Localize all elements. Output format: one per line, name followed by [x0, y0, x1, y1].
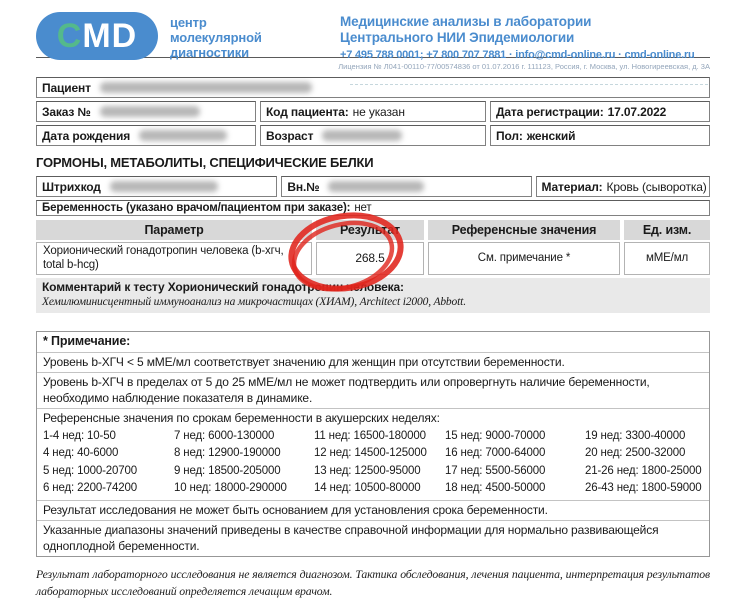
- ref-range: 5 нед: 1000-20700: [43, 464, 138, 477]
- registration-date-box: [490, 101, 710, 122]
- age-box: [260, 125, 486, 146]
- ref-range: 6 нед: 2200-74200: [43, 482, 138, 494]
- order-number-box: [36, 101, 256, 122]
- patient-name-row: [36, 77, 710, 98]
- order-row: [36, 101, 710, 122]
- note-title: * Примечание:: [43, 334, 131, 348]
- material-value: Кровь (сыворотка): [606, 179, 707, 194]
- organization-block: [340, 12, 710, 63]
- section-title: ГОРМОНЫ, МЕТАБОЛИТЫ, СПЕЦИФИЧЕСКИЕ БЕЛКИ: [36, 155, 374, 170]
- test-comment-block: [36, 278, 710, 313]
- reference-ranges-grid: [43, 428, 703, 498]
- reference-ranges-title: Референсные значения по срокам беременности в акушерских неделях:: [43, 411, 440, 425]
- ref-range: 17 нед: 5500-56000: [445, 464, 546, 477]
- ref-range: 10 нед: 18000-290000: [174, 482, 287, 494]
- redacted-internal-number: [328, 181, 424, 192]
- col-header-parameter: Параметр: [36, 220, 312, 240]
- ref-range: 8 нед: 12900-190000: [174, 447, 281, 459]
- result-row: [36, 242, 710, 275]
- ref-range: 1-4 нед: 10-50: [43, 429, 116, 442]
- ref-range: 4 нед: 40-6000: [43, 447, 119, 459]
- ref-range: 20 нед: 2500-32000: [585, 447, 686, 459]
- parameter-cell: Хорионический гонадотропин человека (b-хгч, total b-hcg): [36, 242, 312, 275]
- material-box: [536, 176, 710, 197]
- order-label: Заказ №: [42, 104, 91, 119]
- redacted-patient-name: [100, 82, 312, 93]
- org-contacts: +7 495 788 0001; +7 800 707 7881 · info@cmd-online.ru · cmd-online.ru: [340, 49, 695, 61]
- col-header-reference: Референсные значения: [428, 220, 620, 240]
- perforation-dashed-line: [350, 84, 708, 85]
- barcode-label: Штрихкод: [42, 179, 101, 194]
- note-line-4: Указанные диапазоны значений приведены в качестве справочной информации для нормально развивающейся одноплодной беременности.: [37, 520, 709, 556]
- pregnancy-box: [36, 200, 710, 216]
- ref-range: 18 нед: 4500-50000: [445, 482, 546, 494]
- org-name-line1: Медицинские анализы в лаборатории: [340, 14, 592, 29]
- sex-box: [490, 125, 710, 146]
- patient-name-box: [36, 77, 710, 98]
- note-line-1: Уровень b-ХГЧ < 5 мМЕ/мл соответствует значению для женщин при отсутствии беременности.: [37, 352, 709, 373]
- org-name-line2: Центрального НИИ Эпидемиологии: [340, 30, 575, 45]
- results-table-header: [36, 220, 710, 240]
- ref-range: 21-26 нед: 1800-25000: [585, 464, 702, 477]
- footer-disclaimer: Результат лабораторного исследования не является диагнозом. Тактика обследования, лечения пациента, интерпретация результатов лабораторных исследований определяется лечащим врачом.: [36, 567, 710, 598]
- ref-range: 9 нед: 18500-205000: [174, 464, 281, 477]
- reference-cell: См. примечание *: [428, 242, 620, 275]
- lab-report-page: [36, 0, 710, 599]
- internal-number-box: [281, 176, 531, 197]
- reference-ranges-section: [37, 408, 709, 500]
- birth-row: [36, 125, 710, 146]
- ref-range: 16 нед: 7000-64000: [445, 447, 546, 459]
- tagline-line: диагностики: [170, 45, 249, 60]
- ref-range: 15 нед: 9000-70000: [445, 429, 546, 442]
- redacted-barcode: [110, 181, 218, 192]
- report-header: [36, 0, 710, 61]
- note-box: [36, 331, 710, 557]
- patient-code-label: Код пациента:: [266, 104, 349, 119]
- sex-label: Пол:: [496, 128, 523, 143]
- ref-range: 12 нед: 14500-125000: [314, 447, 427, 459]
- birth-date-label: Дата рождения: [42, 128, 131, 143]
- age-label: Возраст: [266, 128, 314, 143]
- redacted-order-number: [100, 106, 200, 117]
- col-header-unit: Ед. изм.: [624, 220, 710, 240]
- registration-date-label: Дата регистрации:: [496, 104, 604, 119]
- sex-value: женский: [526, 128, 576, 143]
- tagline-line: молекулярной: [170, 30, 262, 45]
- pregnancy-row: [36, 200, 710, 216]
- redacted-age: [322, 130, 402, 141]
- barcode-box: [36, 176, 277, 197]
- unit-cell: мМЕ/мл: [624, 242, 710, 275]
- tagline-line: центр: [170, 15, 207, 30]
- comment-title: Комментарий к тесту Хорионический гонадотропин человека:: [42, 280, 404, 294]
- cmd-logo-text: CMD: [56, 17, 138, 55]
- note-line-2: Уровень b-ХГЧ в пределах от 5 до 25 мМЕ/мл не может подтвердить или опровергнуть наличие беременности, необходимо наблюдение показателя в динамике.: [37, 372, 709, 408]
- cmd-logo: [36, 12, 158, 60]
- col-header-result: Результат: [316, 220, 424, 240]
- patient-label: Пациент: [42, 80, 91, 95]
- birth-date-box: [36, 125, 256, 146]
- patient-code-value: не указан: [352, 104, 405, 119]
- ref-range: 14 нед: 10500-80000: [314, 482, 421, 494]
- registration-date-value: 17.07.2022: [607, 104, 667, 119]
- comment-method: Хемилюминисцентный иммуноанализ на микрочастицах (ХИАМ), Architect i2000, Abbott.: [42, 296, 466, 308]
- note-line-3: Результат исследования не может быть основанием для установления срока беременности.: [37, 500, 709, 521]
- pregnancy-value: нет: [354, 202, 372, 214]
- ref-range: 26-43 нед: 1800-59000: [585, 482, 702, 494]
- material-label: Материал:: [541, 179, 603, 194]
- logo-tagline: [170, 12, 262, 60]
- ref-range: 19 нед: 3300-40000: [585, 429, 686, 442]
- result-value-cell: 268.5: [316, 242, 424, 275]
- internal-number-label: Вн.№: [287, 179, 320, 194]
- barcode-row: [36, 176, 710, 197]
- ref-range: 7 нед: 6000-130000: [174, 429, 275, 442]
- ref-range: 11 нед: 16500-180000: [314, 429, 426, 442]
- redacted-birth-date: [139, 130, 227, 141]
- ref-range: 13 нед: 12500-95000: [314, 464, 421, 477]
- license-line: Лицензия № Л041-00110-77/00574836 от 01.07.2016 г. 111123, Россия, г. Москва, ул. Новогиреевская, д. 3А: [338, 62, 710, 71]
- pregnancy-label: Беременность (указано врачом/пациентом при заказе):: [42, 202, 351, 214]
- patient-code-box: [260, 101, 486, 122]
